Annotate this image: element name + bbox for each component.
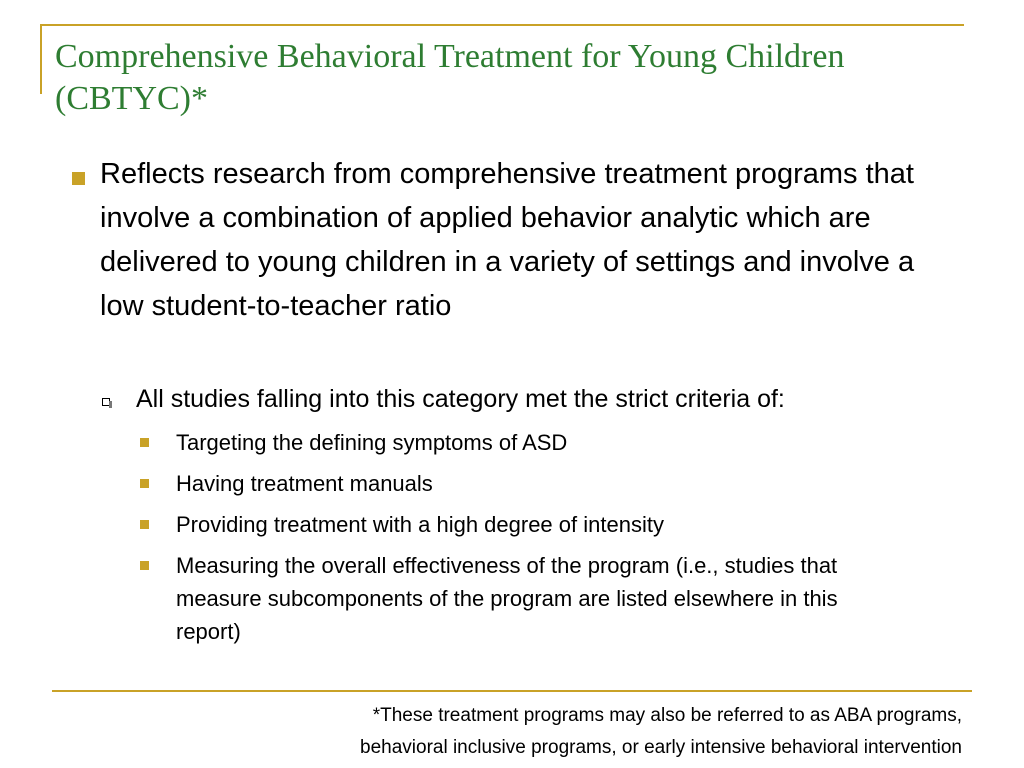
slide-title: Comprehensive Behavioral Treatment for Young Children (CBTYC)* — [55, 38, 845, 117]
gold-square-bullet-icon — [140, 520, 149, 529]
sub-bullet-text: All studies falling into this category met the strict criteria of: — [136, 385, 785, 413]
footnote — [62, 700, 962, 764]
footnote-line: *These treatment programs may also be referred to as ABA programs, — [372, 705, 962, 726]
gold-square-bullet-icon — [140, 438, 149, 447]
hollow-square-bullet-icon — [102, 398, 110, 406]
criteria-item: Measuring the overall effectiveness of the program (i.e., studies that measure subcomponents of the program are listed elsewhere in this report) — [176, 553, 838, 644]
criteria-item: Targeting the defining symptoms of ASD — [176, 430, 568, 455]
footer-divider — [52, 690, 972, 692]
criteria-item: Having treatment manuals — [176, 471, 433, 496]
criteria-item: Providing treatment with a high degree of intensity — [176, 512, 664, 537]
gold-square-bullet-icon — [140, 479, 149, 488]
main-bullet-text: Reflects research from comprehensive treatment programs that involve a combination of applied behavior analytic which are delivered to young children in a variety of settings and involve a low student-to-teacher ratio — [100, 158, 915, 322]
title-frame-top-line — [40, 24, 964, 26]
gold-square-bullet-icon — [140, 561, 149, 570]
title-frame-left-line — [40, 24, 42, 94]
gold-square-bullet-icon — [72, 172, 85, 185]
footnote-line: behavioral inclusive programs, or early intensive behavioral intervention — [360, 737, 962, 758]
